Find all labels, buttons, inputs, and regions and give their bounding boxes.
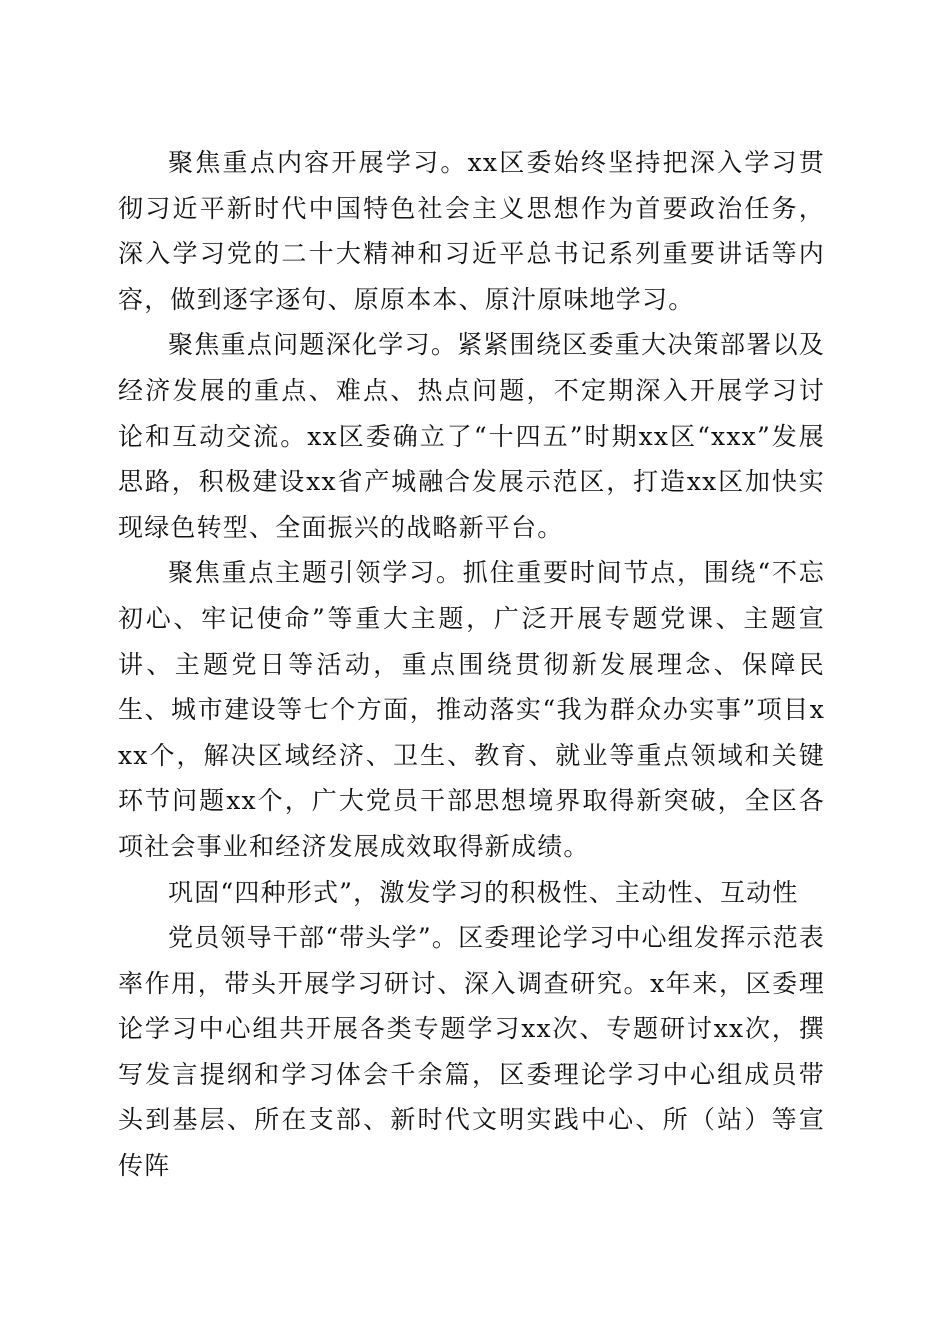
section-heading: 巩固“四种形式”，激发学习的积极性、主动性、互动性 (168, 877, 799, 907)
paragraph-theme-study: 聚焦重点主题引领学习。抓住重要时间节点，围绕“不忘初心、牢记使命”等重大主题，广泛开展专题党课、主题宣讲、主题党日等活动，重点围绕贯彻新发展理念、保障民生、城市建设等七个方面，推动落实“我为群众办实事”项目xxx个，解决区域经济、卫生、教育、就业等重点领域和关键环节问题xx个，广大党员干部思想境界取得新突破，全区各项社会事业和经济发展成效取得新成绩。 (118, 558, 825, 861)
document-body (118, 140, 825, 1189)
paragraph-content-study: 聚焦重点内容开展学习。xx区委始终坚持把深入学习贯彻习近平新时代中国特色社会主义思想作为首要政治任务，深入学习党的二十大精神和习近平总书记系列重要讲话等内容，做到逐字逐句、原原本本、原汁原味地学习。 (118, 148, 825, 314)
paragraph-leaders-study: 党员领导干部“带头学”。区委理论学习中心组发挥示范表率作用，带头开展学习研讨、深入调查研究。x年来，区委理论学习中心组共开展各类专题学习xx次、专题研讨xx次，撰写发言提纲和学习体会千余篇，区委理论学习中心组成员带头到基层、所在支部、新时代文明实践中心、所（站）等宣传阵 (118, 923, 825, 1181)
paragraph-problem-study: 聚焦重点问题深化学习。紧紧围绕区委重大决策部署以及经济发展的重点、难点、热点问题，不定期深入开展学习讨论和互动交流。xx区委确立了“十四五”时期xx区“xxx”发展思路，积极建设xx省产城融合发展示范区，打造xx区加快实现绿色转型、全面振兴的战略新平台。 (118, 330, 825, 542)
